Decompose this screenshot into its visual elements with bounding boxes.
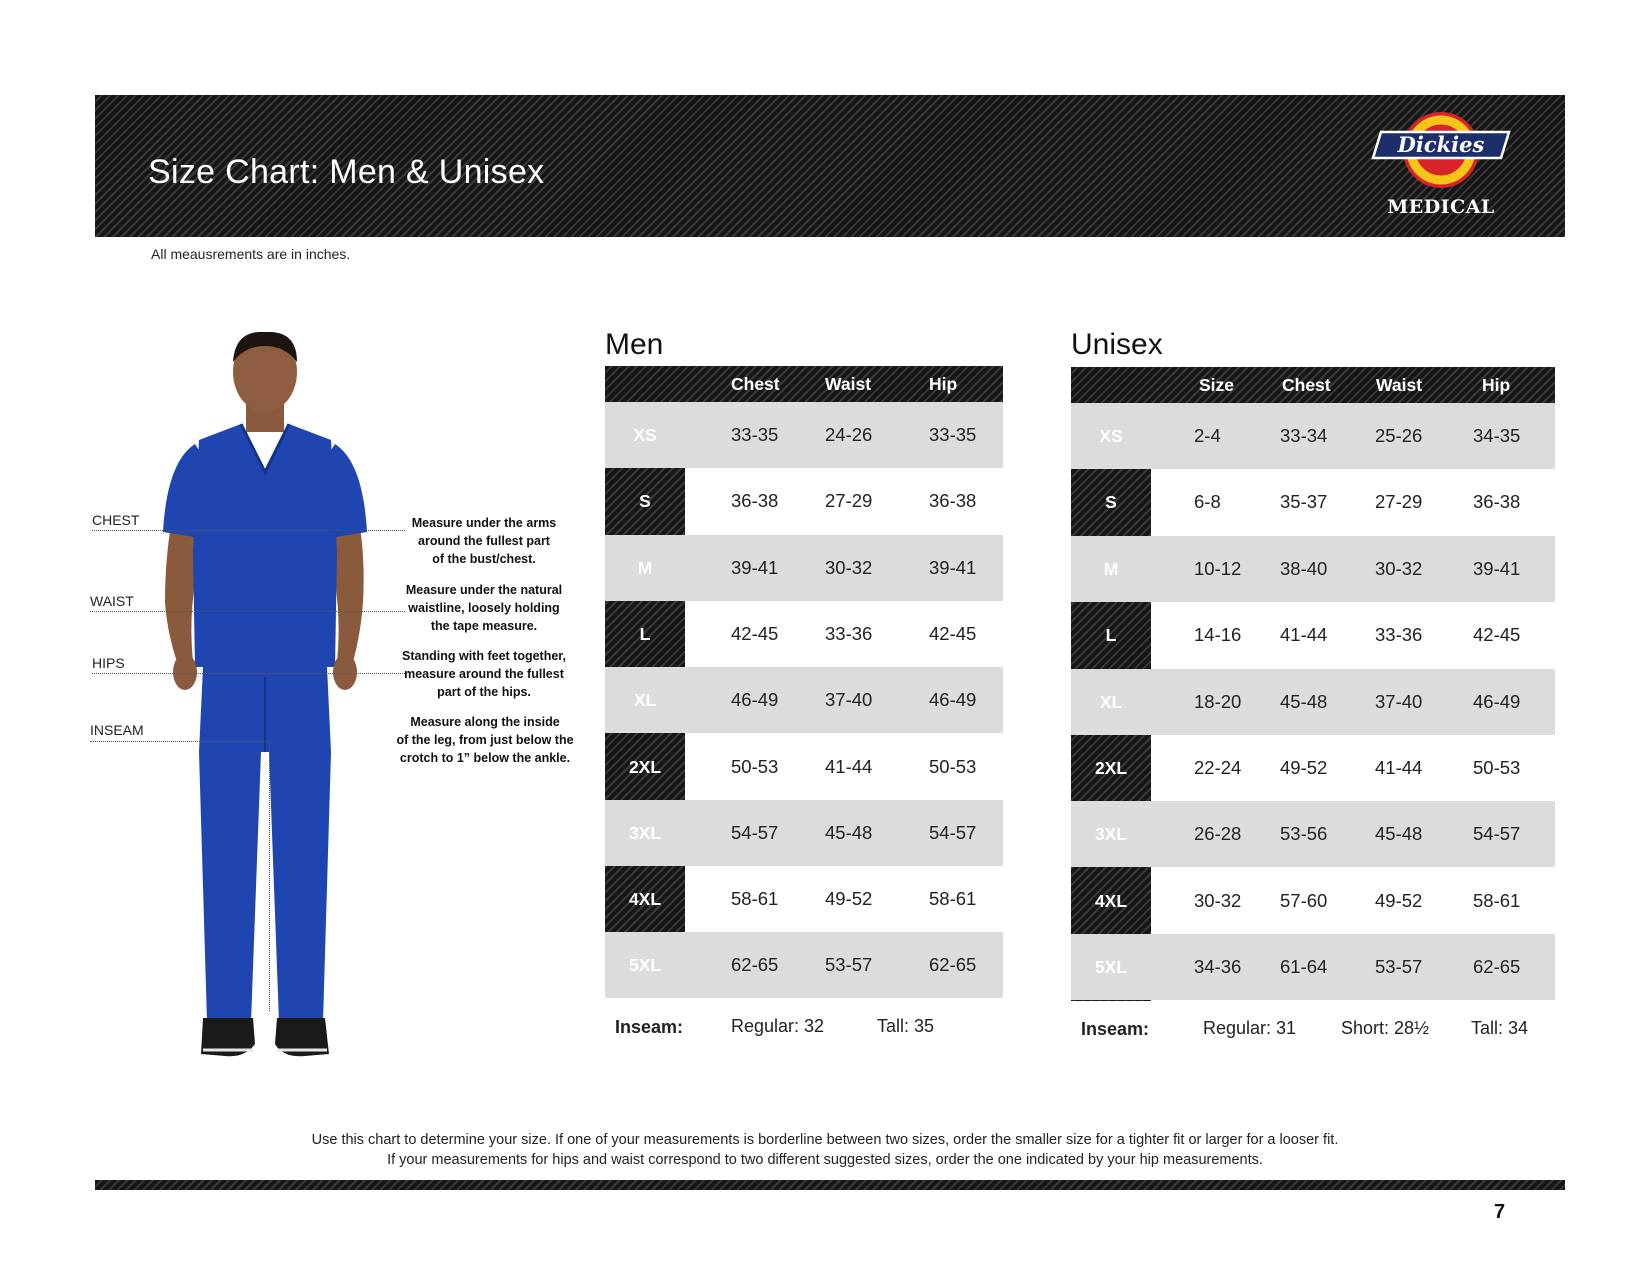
- men-cell-chest: 46-49: [731, 689, 779, 711]
- unisex-row-xs: [1071, 403, 1555, 469]
- men-cell-chest: 62-65: [731, 954, 779, 976]
- inseam-guide-line: [90, 741, 270, 742]
- men-table-title: Men: [605, 328, 664, 361]
- size-label: 2XL: [1094, 758, 1128, 778]
- unisex-cell-hip: 54-57: [1473, 823, 1521, 845]
- dickies-logo-icon: [1369, 110, 1513, 194]
- unisex-cell-chest: 33-34: [1280, 425, 1328, 446]
- men-cell-chest: 36-38: [731, 490, 779, 512]
- men-cell-hip: 39-41: [929, 556, 977, 578]
- size-label: 2XL: [628, 756, 662, 777]
- size-label: 3XL: [628, 822, 662, 843]
- unisex-cell-hip: 50-53: [1473, 757, 1521, 778]
- unisex-cell-waist: 37-40: [1375, 690, 1423, 712]
- size-label: XL: [1099, 691, 1123, 712]
- men-row-s: [605, 468, 1003, 534]
- men-cell-hip: 42-45: [929, 622, 977, 644]
- men-cell-hip: 50-53: [929, 755, 977, 777]
- unisex-row-xl: [1071, 669, 1555, 735]
- men-cell-hip: 33-35: [929, 424, 977, 445]
- unisex-table-header: [1071, 367, 1555, 403]
- unisex-cell-chest: 38-40: [1280, 557, 1328, 579]
- men-row-3xl: [605, 800, 1003, 866]
- unisex-cell-hip: 46-49: [1473, 690, 1521, 712]
- size-label: L: [1105, 625, 1117, 646]
- unisex-cell-waist: 53-57: [1375, 956, 1423, 978]
- unisex-cell-chest: 53-56: [1280, 823, 1328, 845]
- dickies-medical-logo: [1369, 110, 1513, 224]
- unisex-row-4xl: [1071, 868, 1555, 934]
- size-label: 4XL: [1094, 890, 1128, 911]
- hips-guide-line: [92, 673, 405, 674]
- size-label: M: [637, 557, 653, 578]
- men-cell-waist: 49-52: [825, 888, 873, 910]
- men-cell-waist: 41-44: [825, 755, 873, 777]
- unisex-inseam-label: Inseam:: [1081, 1019, 1150, 1039]
- men-inseam-regular: Regular: 32: [731, 1016, 825, 1036]
- unisex-row-2xl: [1071, 735, 1555, 801]
- men-row-4xl: [605, 866, 1003, 932]
- units-note: All meausrements are in inches.: [151, 246, 351, 262]
- men-row-5xl: [605, 932, 1003, 998]
- unisex-cell-chest: 45-48: [1280, 690, 1328, 712]
- men-col-chest: Chest: [731, 374, 780, 394]
- men-row-xs: [605, 402, 1003, 468]
- inseam-description: Measure along the inside of the leg, from just below the crotch to 1” below the ankle.: [396, 715, 574, 765]
- unisex-cell-waist: 49-52: [1375, 889, 1423, 911]
- unisex-cell-waist: 33-36: [1375, 624, 1423, 646]
- unisex-cell-size: 14-16: [1194, 624, 1242, 646]
- logo-medical-text: MEDICAL: [1387, 196, 1495, 218]
- footer-note-line-2: If your measurements for hips and waist correspond to two different suggested sizes, order the one indicated by your hip measurements.: [387, 1152, 1263, 1168]
- unisex-inseam-short: Short: 28½: [1341, 1018, 1430, 1038]
- size-label: M: [1103, 558, 1119, 579]
- unisex-inseam-regular: Regular: 31: [1203, 1018, 1297, 1038]
- men-cell-chest: 39-41: [731, 556, 779, 578]
- inseam-label: INSEAM: [90, 722, 144, 738]
- chest-guide-line: [92, 530, 405, 531]
- unisex-col-hip: Hip: [1482, 375, 1511, 395]
- size-label: 3XL: [1094, 824, 1128, 845]
- chest-description: Measure under the arms around the fullest part of the bust/chest.: [411, 516, 557, 566]
- men-cell-chest: 33-35: [731, 424, 779, 445]
- size-label: 5XL: [628, 955, 662, 976]
- unisex-table-title: Unisex: [1071, 328, 1163, 361]
- men-inseam-label: Inseam:: [615, 1017, 684, 1037]
- footer-note-line-1: Use this chart to determine your size. If one of your measurements is borderline between two sizes, order the smaller size for a tighter fit or larger for a looser fit.: [311, 1132, 1339, 1148]
- unisex-cell-hip: 58-61: [1473, 889, 1521, 911]
- unisex-row-3xl: [1071, 801, 1555, 867]
- unisex-cell-size: 10-12: [1194, 557, 1242, 579]
- unisex-cell-size: 34-36: [1194, 956, 1242, 978]
- size-label: XS: [633, 425, 657, 445]
- unisex-row-m: [1071, 536, 1555, 602]
- men-cell-hip: 36-38: [929, 490, 977, 512]
- page-number: 7: [1494, 1201, 1506, 1223]
- unisex-cell-hip: 62-65: [1473, 956, 1521, 978]
- unisex-col-chest: Chest: [1282, 375, 1331, 395]
- size-label: 5XL: [1094, 957, 1128, 978]
- unisex-row-l: [1071, 602, 1555, 668]
- men-col-waist: Waist: [825, 374, 872, 394]
- men-cell-chest: 58-61: [731, 888, 779, 910]
- logo-wordmark: Dickies: [1397, 132, 1485, 157]
- unisex-cell-chest: 61-64: [1280, 956, 1328, 978]
- men-cell-waist: 53-57: [825, 954, 873, 976]
- unisex-cell-chest: 35-37: [1280, 491, 1328, 513]
- unisex-col-size: Size: [1199, 375, 1235, 395]
- men-cell-chest: 54-57: [731, 821, 779, 843]
- unisex-cell-size: 30-32: [1194, 889, 1242, 911]
- unisex-cell-chest: 57-60: [1280, 889, 1328, 911]
- men-row-m: [605, 535, 1003, 601]
- unisex-cell-size: 26-28: [1194, 823, 1242, 845]
- unisex-row-s: [1071, 469, 1555, 535]
- men-cell-hip: 58-61: [929, 888, 977, 910]
- inseam-guide-vertical: [269, 741, 270, 1011]
- men-cell-chest: 50-53: [731, 755, 779, 777]
- waist-label: WAIST: [90, 593, 134, 609]
- men-size-table: [605, 366, 1003, 998]
- unisex-cell-hip: 34-35: [1473, 425, 1521, 446]
- header-banner: [95, 95, 1565, 237]
- unisex-cell-size: 18-20: [1194, 690, 1242, 712]
- unisex-cell-chest: 41-44: [1280, 624, 1328, 646]
- men-cell-waist: 33-36: [825, 622, 873, 644]
- hips-description: Standing with feet together, measure around the fullest part of the hips.: [402, 649, 566, 699]
- page-title: Size Chart: Men & Unisex: [148, 153, 545, 191]
- men-col-hip: Hip: [929, 374, 958, 394]
- unisex-cell-chest: 49-52: [1280, 757, 1328, 778]
- unisex-cell-hip: 39-41: [1473, 557, 1521, 579]
- men-cell-hip: 54-57: [929, 821, 977, 843]
- men-cell-waist: 37-40: [825, 689, 873, 711]
- unisex-cell-waist: 45-48: [1375, 823, 1423, 845]
- unisex-cell-waist: 27-29: [1375, 491, 1423, 513]
- size-label: S: [639, 491, 651, 512]
- unisex-row-5xl: [1071, 934, 1555, 1000]
- men-cell-waist: 27-29: [825, 490, 873, 512]
- men-cell-hip: 46-49: [929, 689, 977, 711]
- unisex-cell-size: 6-8: [1194, 491, 1221, 513]
- unisex-cell-waist: 30-32: [1375, 557, 1423, 579]
- size-label: L: [639, 623, 651, 644]
- footer-bar: [95, 1180, 1565, 1190]
- unisex-cell-hip: 36-38: [1473, 491, 1521, 513]
- unisex-col-waist: Waist: [1376, 375, 1423, 395]
- men-row-2xl: [605, 734, 1003, 800]
- men-cell-hip: 62-65: [929, 954, 977, 976]
- size-label: S: [1105, 492, 1117, 513]
- unisex-cell-hip: 42-45: [1473, 624, 1521, 646]
- men-row-l: [605, 601, 1003, 667]
- chest-label: CHEST: [92, 512, 140, 528]
- unisex-cell-size: 2-4: [1194, 425, 1221, 446]
- men-table-header: [605, 366, 1003, 402]
- unisex-inseam-tall: Tall: 34: [1471, 1018, 1529, 1038]
- size-label: XL: [633, 690, 657, 711]
- size-label: XS: [1099, 426, 1123, 446]
- waist-description: Measure under the natural waistline, loosely holding the tape measure.: [405, 583, 563, 633]
- unisex-cell-waist: 41-44: [1375, 757, 1423, 778]
- men-cell-waist: 45-48: [825, 821, 873, 843]
- unisex-cell-waist: 25-26: [1375, 425, 1423, 446]
- hips-label: HIPS: [92, 655, 125, 671]
- model-figure-image: [155, 332, 375, 1080]
- men-cell-chest: 42-45: [731, 622, 779, 644]
- waist-guide-line: [90, 611, 405, 612]
- men-cell-waist: 24-26: [825, 424, 873, 445]
- men-cell-waist: 30-32: [825, 556, 873, 578]
- men-row-xl: [605, 667, 1003, 733]
- men-inseam-tall: Tall: 35: [877, 1016, 935, 1036]
- unisex-cell-size: 22-24: [1194, 757, 1242, 778]
- size-label: 4XL: [628, 889, 662, 910]
- unisex-size-table: [1071, 367, 1555, 1001]
